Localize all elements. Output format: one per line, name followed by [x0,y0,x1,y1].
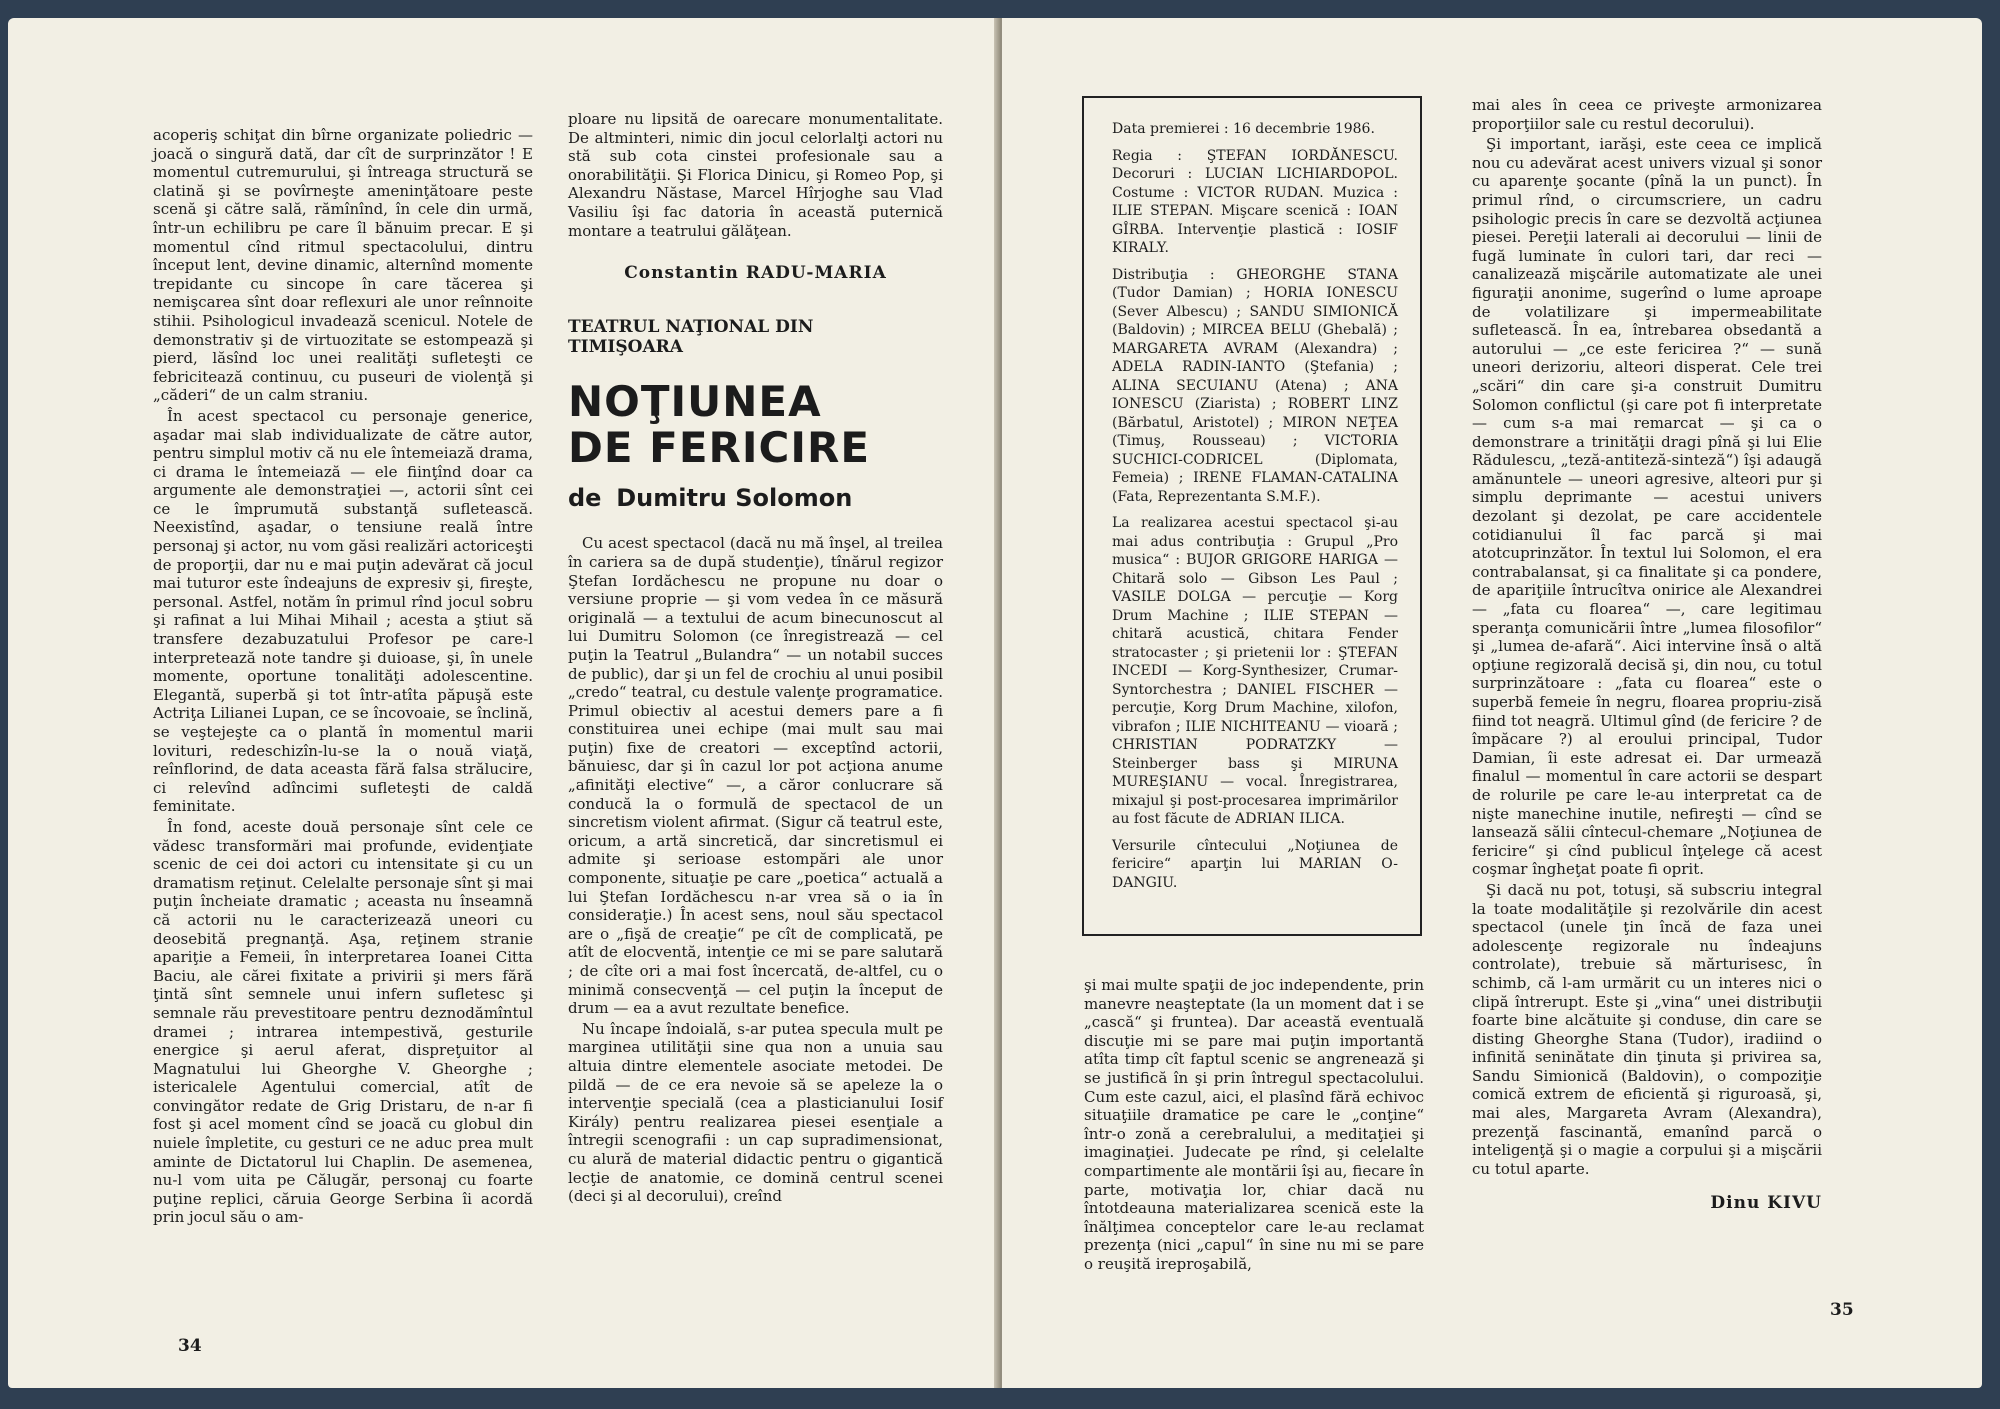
music-credits: La realizarea acestui spectacol şi-au mai adus contribuţia : Grupul „Pro musica“ : BUJOR GRIGORE HARIGA — Chitară solo — Gibson Les Paul ; VASILE DOLGA — percuţie — Korg Drum Machine ; ILIE STEPAN — chitară acustică, chitara Fender stratocaster ; şi prietenii lor : ŞTEFAN INCEDI — Korg-Synthesizer, Crumar-Syntorchestra ; DANIEL FISCHER — percuţie, Korg Drum Machine, xilofon, vibrafon ; ILIE NICHITEANU — vioară ; CHRISTIAN PODRATZKY — Steinberger bass şi MIRUNA MUREŞIANU — vocal. Înregistrarea, mixajul şi post-procesarea imprimărilor au fost făcute de ADRIAN ILICA. [1112,515,1398,827]
left-column-2 [568,110,943,1208]
author-signature: Constantin RADU-MARIA [624,263,887,284]
crew-credits: Regia : ŞTEFAN IORDĂNESCU. Decoruri : LUCIAN LICHIARDOPOL. Costume : VICTOR RUDAN. Muzica : ILIE STEPAN. Mişcare scenică : IOAN GÎRBA. Intervenţie plastică : IOSIF KIRALY. [1112,147,1398,256]
right-column-2 [1472,96,1822,1213]
production-credits-box [1082,96,1422,936]
cast-list: Distribuţia : GHEORGHE STANA (Tudor Damian) ; HORIA IONESCU (Sever Albescu) ; SANDU SIMIONICĂ (Baldovin) ; MIRCEA BELU (Ghebală) ; MARGARETA AVRAM (Alexandra) ; ADELA RADIN-IANTO (Ştefania) ; ALINA SECUIANU (Atena) ; ANA IONESCU (Ziarista) ; ROBERT LINZ (Bărbatul, Aristotel) ; MIRON NEŢEA (Timuş, Rousseau) ; VICTORIA SUCHICI-CODRICEL (Diplomata, Femeia) ; IRENE FLAMAN-CATALINA (Fata, Reprezentanta S.M.F.). [1112,266,1398,505]
paragraph: În acest spectacol cu personaje generice, aşadar mai slab individualizate de către autor, pentru simplul motiv că nu ele întemeiază drama, ci drama le întemeiază — ele fiinţînd doar ca argumente ale demonstraţiei —, actorii sînt cei ce le împrumută substanţă sufletească. Neexistînd, aşadar, o tensiune reală între personaj şi actor, nu vom găsi realizări actoriceşti de proporţii, dar nu e mai puţin adevărat că jocul mai tuturor este îndeajuns de expresiv şi, fireşte, personal. Astfel, notăm în primul rînd jocul sobru şi rafinat a lui Mihai Mihail ; acesta a ştiut să transfere dezabuzatului Profesor pe care-l interpretează note tandre şi duioase, şi, în unele momente, oportune tonalităţi adolescentine. Elegantă, superbă şi tot într-atîta păpuşă este Actriţa Lilianei Lupan, ce se încovoaie, se înclină, se veştejeşte ca o plantă în momentul marii lovituri, redeschizîn-lu-se la o nouă viaţă, reînflorind, de data aceasta fără falsa strălucire, ci relevînd adîncimi sufleteşti de caldă feminitate. [153,406,533,816]
paragraph: Nu încape îndoială, s-ar putea specula mult pe marginea utilităţii sine qua non a unuia sau altuia dintre elementele asociate metodei. De pildă — de ce era nevoie să se apeleze la o intervenţie specială (cea a plasticianului Iosif Király) pentru realizarea piesei esenţiale a întregii scenografii : un cap supradimensionat, cu alură de material didactic pentru o gigantică lecţie de anatomie, ce domină centrul scenei (deci şi al decorului), creînd [568,1019,943,1206]
paragraph: Şi dacă nu pot, totuşi, să subscriu integral la toate modalităţile şi rezolvările din acest spectacol (unele ţin încă de faza unei adolescenţe regizorale nu îndeajuns controlate), trebuie să mărturisesc, în schimb, că l-am urmărit cu un interes nici o clipă întrerupt. Este şi „vina“ unei distribuţii foarte bine alcătuite şi conduse, din care se disting Gheorghe Stana (Tudor), iradiind o infinită seninătate din ţinuta şi privirea sa, Sandu Simionică (Baldovin), o compoziţie comică extrem de eficientă şi riguroasă, şi, mai ales, Margareta Avram (Alexandra), prezenţă fascinantă, emanînd parcă o inteligenţă şi o magie a corpului şi a mişcării cu totul aparte. [1472,880,1822,1178]
article-title [568,376,943,472]
right-page [1002,18,1982,1388]
paragraph: Cu acest spectacol (dacă nu mă înşel, al treilea în cariera sa de după studenţie), tînărul regizor Ştefan Iordăchescu ne propune nu doar o versiune proprie — şi vom vedea în ce măsură originală — a textului de acum binecunoscut al lui Dumitru Solomon (ce înregistrează — cel puţin la Teatrul „Bulandra“ — un notabil succes de public), dar şi un fel de crochiu al unui posibil „credo“ teatral, cu destule valenţe programatice. Primul obiectiv al acestui demers pare a fi constituirea unei echipe (mai mult sau mai puţin) fixe de creatori — exceptînd actorii, bănuiesc, dar şi în cazul lor pot acţiona anume „afinităţi elective“ —, a căror conlucrare să conducă la o formulă de spectacol de un sincretism violent afirmat. (Sigur că teatrul este, oricum, a artă sincretică, dar sincretismul ei admite şi serioase estompări ale unor componente, situaţie pe care „poetica“ actuală a lui Ştefan Iordăchescu n-ar vrea să o ia în consideraţie.) În acest sens, noul său spectacol are o „fişă de creaţie“ pe cît de complicată, pe atît de elocventă, intenţie ce mi se pare salutară ; de cîte ori a mai fost încercată, de-altfel, cu o minimă consecvenţă — cel puţin la început de drum — ea a avut rezultate benefice. [568,534,943,1018]
byline-prefix: de [568,483,602,512]
paragraph: acoperiş schiţat din bîrne organizate poliedric — joacă o singură dată, dar cît de surprinzător ! E momentul cutremurului, şi întreaga structură se clatină şi se povîrneşte ameninţătoare peste scenă şi către sală, rămînînd, în cele din urmă, într-un echilibru pe care îl bănuim precar. E şi momentul cînd ritmul spectacolului, dintru început lent, devine dinamic, alternînd momente trepidante cu sincope în care tăcerea şi nemişcarea sînt doar reflexuri ale unor reînnoite stihii. Psihologicul invadează scenicul. Notele de demonstrativ şi de virtuozitate se estompează şi pierd, lăsînd loc unei realităţi sufleteşti ce febricitează continuu, cu puseuri de violenţă şi „căderi“ de un calm straniu. [153,126,533,405]
paragraph: ploare nu lipsită de oarecare monumentalitate. De altminteri, nimic din jocul celorlalţi actori nu stă sub cota cinstei profesionale sau a onorabilităţii. Şi Florica Dinicu, şi Romeo Pop, şi Alexandru Năstase, Marcel Hîrjoghe sau Vlad Vasiliu îşi fac datoria în această puternică montare a teatrului gălăţean. [568,110,943,240]
byline-name: Dumitru Solomon [616,483,853,512]
lyrics-credit: Versurile cîntecului „Noţiunea de fericire“ aparţin lui MARIAN O-DANGIU. [1112,837,1398,891]
left-page [8,18,998,1388]
title-line-1: NOŢIUNEA [568,376,822,426]
paragraph: În fond, aceste două personaje sînt cele ce vădesc transformări mai profunde, evidenţiate scenic de cei doi actori cu intensitate şi cu un dramatism reţinut. Celelalte personaje sînt şi mai puţin încheiate dramatic ; aceasta nu înseamnă că actorii nu le caracterizează uneori cu deosebită pregnanţă. Aşa, reţinem stranie apariţie a Femeii, în interpretarea Ioanei Citta Baciu, ale cărei fixitate a privirii şi mers fără ţintă sînt semnele unui infern sufletesc şi semnale rău prevestitoare pentru deznodămîntul dramei ; intrarea intempestivă, gesturile energice şi aerul aferat, dispreţuitor al Magnatului lui Gheorghe V. Gheorghe ; istericalele Agentului comercial, atît de convingător redate de Grig Dristaru, de n-ar fi fost şi acel moment cînd se joacă cu globul din nuiele împletite, cu gesturi ce ne aduc prea mult aminte de Dictatorul lui Chaplin. De asemenea, nu-l vom uita pe Călugăr, personaj cu foarte puţine replici, căruia George Serbina îi acordă prin jocul său o am- [153,817,533,1227]
premiere-date: Data premierei : 16 decembrie 1986. [1112,121,1375,137]
title-line-2: DE FERICIRE [568,422,871,472]
paragraph: mai ales în ceea ce priveşte armonizarea proporţiilor sale cu restul decorului). [1472,96,1822,133]
paragraph: Şi important, iarăşi, este ceea ce implică nou cu adevărat acest univers vizual şi sonor cu aparenţe şocante (pînă la un punct). În primul rînd, o circumscriere, un cadru psihologic precis în care se dezvoltă acţiunea piesei. Pereţii laterali ai decorului — linii de fugă luminate în culori tari, dar reci — canalizează mişcările automatizate ale unei figuraţii anonime, sugerînd o lume aproape de volatilizare şi impermeabilitate sufletească. În ea, întrebarea obsedantă a autorului — „ce este fericirea ?“ — sună uneori derizoriu, alteori disperat. Cele trei „scări“ din care şi-a construit Dumitru Solomon conflictul (şi care pot fi interpretate — cum s-a mai remarcat — şi ca o demonstrare a trinităţii dragi pînă şi lui Elie Rădulescu, „teză-antiteză-sinteză“) îşi adaugă amănuntele — uneori agresive, alteori pur şi simplu deprimante — acestui univers dezolant şi dezolat, pe care accidentele cotidianului îl fac parcă şi mai atotcuprinzător. În textul lui Solomon, el era contrabalansat, şi ca finalitate şi ca pondere, de apariţiile întrucîtva onirice ale Alexandrei — „fata cu floarea“ —, care legitimau speranţa comunicării între „lumea filosofilor“ şi „lumea de-afară“. Aici intervine însă o altă opţiune regizorală decisă şi, din nou, cu totul surprinzătoare : „fata cu floarea“ este o superbă femeie în negru, floarea propriu-zisă fiind tot neagră. Ultimul gînd (de fericire ? de împăcare ?) al eroului principal, Tudor Damian, îi este adresat ei. Dar urmează finalul — momentul în care actorii se despart de rolurile pe care le-au interpretat ca de nişte manechine inutile, nefireşti — cînd se lansează sălii cîntecul-chemare „Noţiunea de fericire“ şi cînd publicul înţelege că acest coşmar îngheţat poate fi oprit. [1472,135,1822,879]
page-number-left: 34 [178,1336,202,1356]
theatre-name: TEATRUL NAŢIONAL DIN TIMIŞOARA [568,316,814,357]
author-signature: Dinu KIVU [1710,1193,1822,1214]
article-byline [568,483,943,512]
page-number-right: 35 [1830,1300,1854,1320]
paragraph: şi mai multe spaţii de joc independente, prin manevre neaşteptate (la un moment dat i se „cască“ şi fruntea). Dar această eventuală discuţie mi se pare mai puţin importantă atîta timp cît faptul scenic se angrenează şi se justifică în şi prin întregul spectacolului. Cum este cazul, aici, el plasînd fără echivoc situaţiile dramatice pe care le „conţine“ într-o zonă a cerebralului, a meditaţiei şi imaginaţiei. Judecate pe rînd, şi celelalte compartimente ale montării îşi au, fiecare în parte, motivaţia lor, chiar dacă nu întotdeauna materializarea scenică este la înălţimea conceptelor care le-au reclamat prezenţa (nici „capul“ în sine nu mi se pare o reuşită ireproşabilă, [1084,976,1424,1273]
right-column-1-bottom [1084,976,1424,1276]
left-column-1 [153,126,533,1229]
